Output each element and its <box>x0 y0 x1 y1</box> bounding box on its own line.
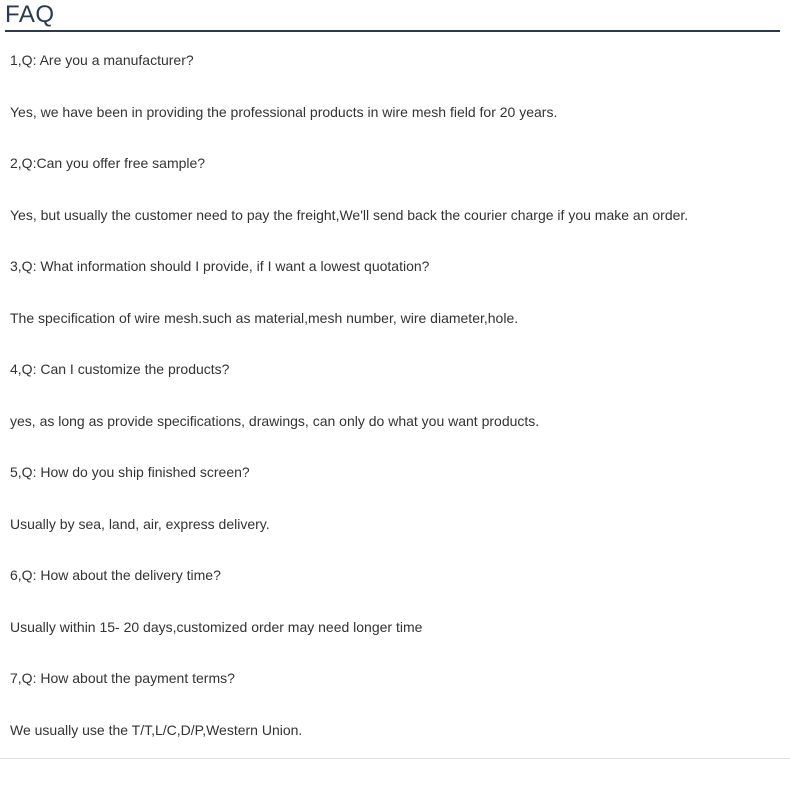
bottom-divider <box>0 758 790 759</box>
faq-header <box>5 0 780 32</box>
faq-answer-1: Yes, we have been in providing the professional products in wire mesh field for 20 years. <box>10 103 558 120</box>
faq-answer-5: Usually by sea, land, air, express delivery. <box>10 515 270 532</box>
faq-answer-4: yes, as long as provide specifications, drawings, can only do what you want products. <box>10 412 540 429</box>
faq-answer-3: The specification of wire mesh.such as material,mesh number, wire diameter,hole. <box>10 309 519 326</box>
faq-list <box>10 51 780 772</box>
faq-question-4: 4,Q: Can I customize the products? <box>10 361 230 377</box>
faq-answer-6: Usually within 15- 20 days,customized order may need longer time <box>10 618 423 635</box>
faq-title: FAQ <box>5 1 55 28</box>
faq-question-1: 1,Q: Are you a manufacturer? <box>10 52 194 68</box>
faq-question-6: 6,Q: How about the delivery time? <box>10 567 221 583</box>
faq-answer-7: We usually use the T/T,L/C,D/P,Western Union. <box>10 721 303 738</box>
faq-question-2: 2,Q:Can you offer free sample? <box>10 155 206 171</box>
faq-question-5: 5,Q: How do you ship finished screen? <box>10 464 250 480</box>
faq-question-3: 3,Q: What information should I provide, if I want a lowest quotation? <box>10 258 430 274</box>
faq-question-7: 7,Q: How about the payment terms? <box>10 670 235 686</box>
faq-answer-2: Yes, but usually the customer need to pay the freight,We'll send back the courier charge if you make an order. <box>10 206 689 223</box>
